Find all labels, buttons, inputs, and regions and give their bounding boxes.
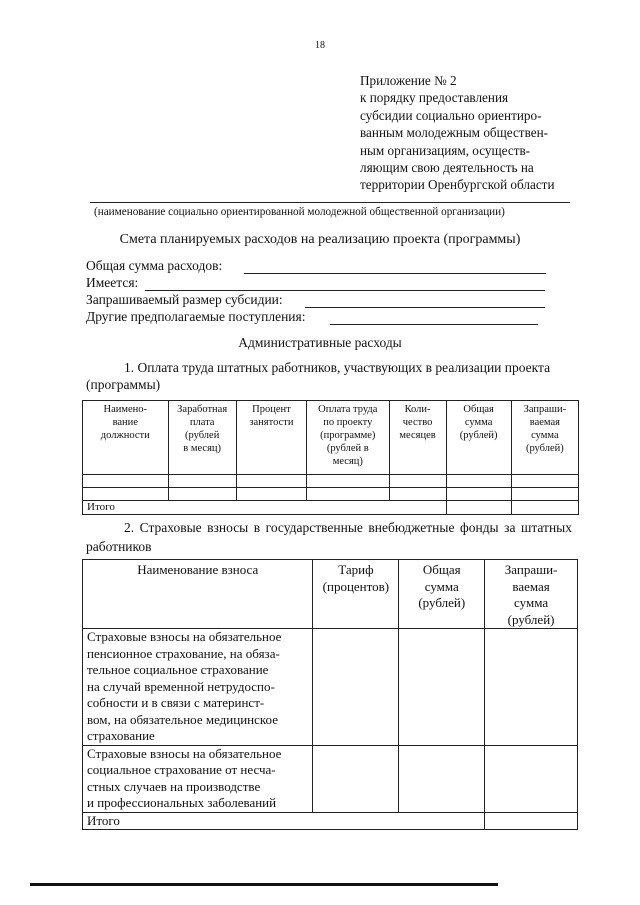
section-title: Административные расходы bbox=[238, 335, 402, 350]
table-cell[interactable] bbox=[389, 488, 446, 501]
appendix-line: Приложение № 2 bbox=[360, 73, 457, 88]
table-cell[interactable] bbox=[399, 745, 485, 812]
appendix-line: ным организациям, осуществ- bbox=[360, 142, 531, 158]
appendix-line: ванным молодежным обществен- bbox=[360, 125, 549, 141]
insurance-table bbox=[82, 559, 578, 830]
table-cell[interactable] bbox=[485, 745, 578, 812]
total-expenses-line bbox=[244, 273, 546, 274]
org-name-line bbox=[90, 202, 570, 203]
table-cell[interactable] bbox=[168, 488, 236, 501]
appendix-heading bbox=[360, 72, 555, 194]
table-cell[interactable] bbox=[168, 475, 236, 488]
col-position: Наимено- вание должности bbox=[83, 401, 169, 475]
available-line bbox=[145, 290, 545, 291]
table-cell[interactable] bbox=[485, 629, 578, 746]
appendix-line: субсидии социально ориентиро- bbox=[360, 107, 542, 123]
table-row bbox=[83, 488, 579, 501]
table-cell[interactable] bbox=[399, 629, 485, 746]
table2-caption: 2. Страховые взносы в государственные внебюджетные фонды за штатных работников bbox=[86, 520, 572, 554]
table-cell[interactable] bbox=[446, 501, 511, 515]
table-cell[interactable] bbox=[83, 488, 169, 501]
table-cell[interactable] bbox=[511, 475, 578, 488]
col-contribution-name: Наименование взноса bbox=[83, 560, 313, 629]
contribution-accident-insurance: Страховые взносы на обязательное социальное страхование от несча- стных случаев на производстве и профессиональных заболеваний bbox=[83, 745, 313, 812]
table-cell[interactable] bbox=[236, 488, 306, 501]
requested-subsidy-line bbox=[305, 307, 545, 308]
col-requested-sum: Запраши- ваемая сумма (рублей) bbox=[485, 560, 578, 629]
col-months: Коли- чество месяцев bbox=[389, 401, 446, 475]
table-row bbox=[83, 475, 579, 488]
total-row bbox=[83, 501, 579, 515]
page-number: 18 bbox=[315, 40, 325, 51]
col-requested-sum: Запраши- ваемая сумма (рублей) bbox=[511, 401, 578, 475]
table-row bbox=[83, 629, 578, 746]
table-cell[interactable] bbox=[313, 629, 399, 746]
other-income-line bbox=[330, 324, 538, 325]
estimate-title: Смета планируемых расходов на реализацию проекта (программы) bbox=[119, 232, 521, 247]
table-cell[interactable] bbox=[236, 475, 306, 488]
table-row bbox=[83, 745, 578, 812]
table1-caption: 1. Оплата труда штатных работников, участвующих в реализации проекта (программы) bbox=[86, 360, 551, 392]
total-label: Итого bbox=[83, 501, 447, 515]
col-employment-percent: Процент занятости bbox=[236, 401, 306, 475]
table-cell[interactable] bbox=[307, 488, 389, 501]
total-expenses-label: Общая сумма расходов: bbox=[86, 258, 223, 273]
org-name-caption: (наименование социально ориентированной молодежной общественной организации) bbox=[94, 206, 505, 218]
table-cell[interactable] bbox=[446, 488, 511, 501]
table-cell[interactable] bbox=[307, 475, 389, 488]
available-label: Имеется: bbox=[86, 275, 139, 290]
total-label: Итого bbox=[83, 812, 485, 830]
table-cell[interactable] bbox=[83, 475, 169, 488]
col-salary: Заработная плата (рублей в месяц) bbox=[168, 401, 236, 475]
contribution-pension-medical: Страховые взносы на обязательное пенсионное страхование, на обяза- тельное социальное страхование на случай временной нетрудоспо- собности и в связи с материнст- вом, на обязательное медицинское страхование bbox=[83, 629, 313, 746]
appendix-line: к порядку предоставления bbox=[360, 90, 509, 106]
col-project-pay: Оплата труда по проекту (программе) (рублей в месяц) bbox=[307, 401, 389, 475]
col-total-sum: Общая сумма (рублей) bbox=[399, 560, 485, 629]
table-header-row bbox=[83, 401, 579, 475]
table-header-row bbox=[83, 560, 578, 629]
appendix-line: ляющим свою деятельность на bbox=[360, 160, 534, 176]
table-cell[interactable] bbox=[446, 475, 511, 488]
appendix-line: территории Оренбургской области bbox=[360, 177, 555, 193]
col-total-sum: Общая сумма (рублей) bbox=[446, 401, 511, 475]
col-tariff: Тариф (процентов) bbox=[313, 560, 399, 629]
table-cell[interactable] bbox=[313, 745, 399, 812]
requested-subsidy-label: Запрашиваемый размер субсидии: bbox=[86, 292, 283, 307]
table-cell[interactable] bbox=[485, 812, 578, 830]
table-cell[interactable] bbox=[511, 488, 578, 501]
scan-edge-line bbox=[30, 883, 498, 886]
table-cell[interactable] bbox=[511, 501, 578, 515]
total-row bbox=[83, 812, 578, 830]
table-cell[interactable] bbox=[389, 475, 446, 488]
other-income-label: Другие предполагаемые поступления: bbox=[86, 309, 306, 324]
salary-table bbox=[82, 400, 579, 515]
